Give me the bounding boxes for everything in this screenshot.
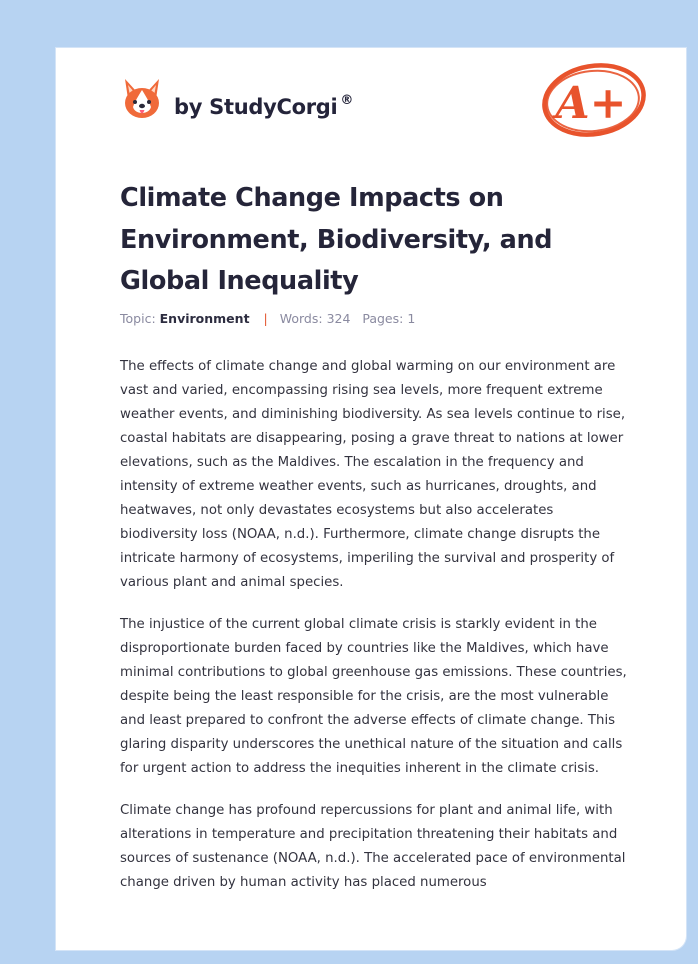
pages-value: 1 [407, 311, 416, 326]
paragraph: Climate change has profound repercussions for plant and animal life, with alterations in temperature and precipitation threatening their habitats and sources of sustenance (NOAA, n.d.). The accelerated pace of environmental change driven by human activity has placed numerous [120, 803, 626, 890]
paragraph: The effects of climate change and global warming on our environment are vast and varied, encompassing rising sea levels, more frequent extreme weather events, and diminishing biodiversity. As sea levels continue to rise, coastal habitats are disappearing, posing a grave threat to nations at lower elevations, such as the Maldives. The escalation in the frequency and intensity of extreme weather events, such as hurricanes, droughts, and heatwaves, not only devastates ecosystems but also accelerates biodiversity loss (NOAA, n.d.). Furthermore, climate change disrupts the intricate harmony of ecosystems, imperiling the survival and prosperity of various plant and animal species. [120, 359, 626, 590]
topic-link[interactable]: Environment [159, 311, 250, 326]
words-label: Words: [279, 311, 323, 326]
studycorgi-logo[interactable] [122, 76, 353, 122]
pages-label: Pages: [362, 311, 404, 326]
topic-label: Topic: [120, 311, 156, 326]
a-plus-grade-icon [538, 60, 648, 140]
registered-mark: ® [340, 93, 354, 108]
svg-text:A+: A+ [555, 78, 627, 129]
document-body [120, 355, 634, 913]
document-title: Climate Change Impacts on Environment, Biodiversity, and Global Inequality [120, 183, 553, 296]
document-meta [120, 311, 415, 326]
paragraph: The injustice of the current global climate crisis is starkly evident in the disproportionate burden faced by countries like the Maldives, which have minimal contributions to global greenhouse gas emissions. These countries, despite being the least responsible for the crisis, are the most vulnerable and least prepared to confront the adverse effects of climate change. This glaring disparity underscores the unethical nature of the situation and calls for urgent action to address the inequities inherent in the climate crisis. [120, 617, 627, 776]
corgi-icon [122, 77, 162, 121]
brand-name: by StudyCorgi ® [174, 93, 354, 119]
words-value: 324 [326, 311, 351, 326]
meta-separator: | [263, 311, 268, 326]
document-page [56, 48, 686, 950]
